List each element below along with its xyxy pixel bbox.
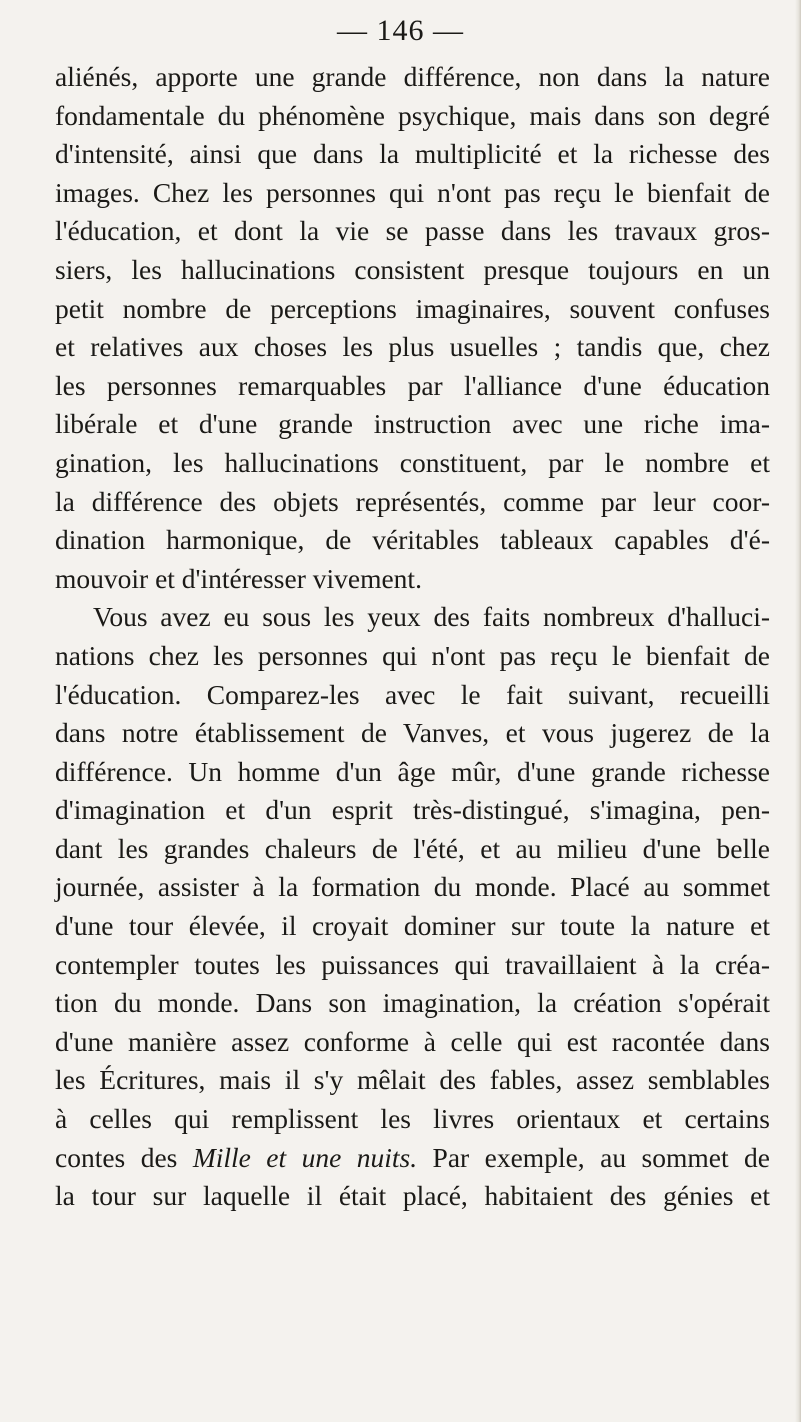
text-line: fondamentale du phénomène psychique, mais dans son degré (55, 99, 770, 131)
text-line: contempler toutes les puissances qui travaillaient à la créa- (55, 948, 770, 980)
text-line: la tour sur laquelle il était placé, habitaient des génies et (55, 1180, 770, 1212)
line-text-after-title: Par exemple, au sommet de (417, 1141, 770, 1173)
text-line: petit nombre de perceptions imaginaires, souvent confuses (55, 292, 770, 324)
text-line: gination, les hallucinations constituent, par le nombre et (55, 446, 770, 478)
italic-book-title: Mille et une nuits. (192, 1141, 418, 1173)
text-line: les Écritures, mais il s'y mêlait des fables, assez semblables (55, 1064, 770, 1096)
text-line: l'éducation, et dont la vie se passe dans les travaux gros- (55, 215, 770, 247)
text-line: à celles qui remplissent les livres orientaux et certains (55, 1103, 770, 1135)
text-line: d'intensité, ainsi que dans la multiplicité et la richesse des (55, 138, 770, 170)
text-line: d'une tour élevée, il croyait dominer sur toute la nature et (55, 910, 770, 942)
text-line: dans notre établissement de Vanves, et vous jugerez de la (55, 717, 770, 749)
text-line: dination harmonique, de véritables tableaux capables d'é- (55, 524, 770, 556)
page-number-header: — 146 — (337, 14, 464, 47)
body-text (55, 58, 770, 1216)
text-line: d'une manière assez conforme à celle qui est racontée dans (55, 1025, 770, 1057)
paragraph-start-line: Vous avez eu sous les yeux des faits nombreux d'halluci- (93, 601, 770, 633)
paragraph-end-line: mouvoir et d'intéresser vivement. (55, 562, 422, 594)
text-line: nations chez les personnes qui n'ont pas reçu le bienfait de (55, 639, 770, 671)
text-line: aliénés, apporte une grande différence, non dans la nature (55, 61, 770, 92)
text-line-with-italic-title (55, 1139, 770, 1178)
page-edge-shadow (795, 0, 801, 1422)
text-line: images. Chez les personnes qui n'ont pas reçu le bienfait de (55, 176, 770, 208)
text-line: les personnes remarquables par l'alliance d'une éducation (55, 369, 770, 401)
text-line: d'imagination et d'un esprit très-distingué, s'imagina, pen- (55, 794, 770, 826)
text-line: libérale et d'une grande instruction avec une riche ima- (55, 408, 770, 440)
text-line: la différence des objets représentés, comme par leur coor- (55, 485, 770, 517)
text-line: l'éducation. Comparez-les avec le fait suivant, recueilli (55, 678, 770, 710)
line-text-before-title: contes des (55, 1141, 193, 1173)
text-line: différence. Un homme d'un âge mûr, d'une grande richesse (55, 755, 770, 787)
text-line: et relatives aux choses les plus usuelles ; tandis que, chez (55, 331, 770, 363)
text-line: siers, les hallucinations consistent presque toujours en un (55, 253, 770, 285)
text-line: journée, assister à la formation du monde. Placé au sommet (55, 871, 770, 903)
text-line: tion du monde. Dans son imagination, la création s'opérait (55, 987, 770, 1019)
text-line: dant les grandes chaleurs de l'été, et au milieu d'une belle (55, 832, 770, 864)
